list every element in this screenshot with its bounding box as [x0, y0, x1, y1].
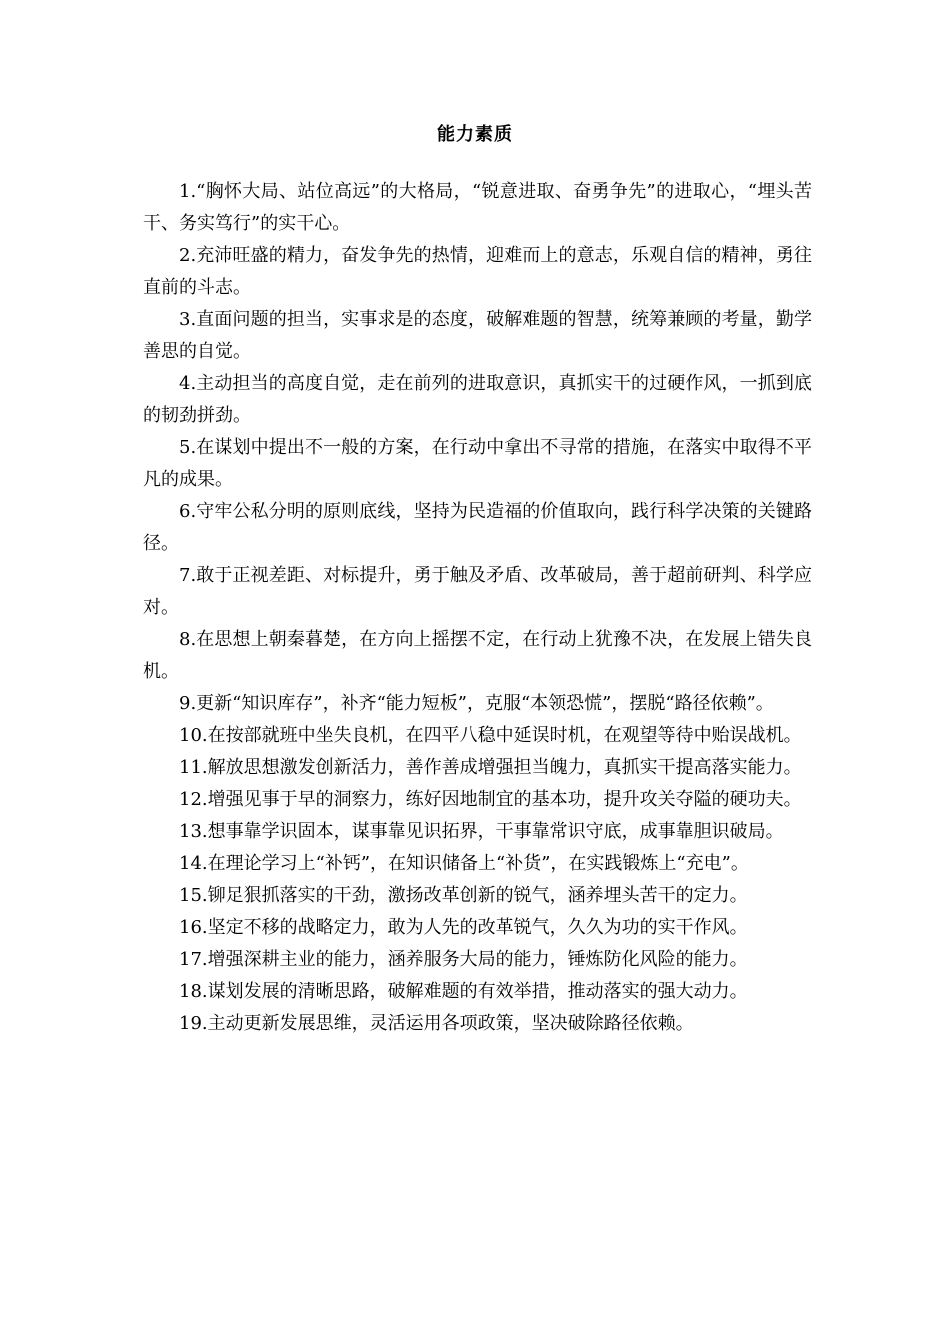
list-item: 13.想事靠学识固本，谋事靠见识拓界，干事靠常识守底，成事靠胆识破局。 [179, 821, 784, 842]
list-item: 17.增强深耕主业的能力，涵养服务大局的能力，锤炼防化风险的能力。 [179, 949, 748, 970]
list-item: 1.“胸怀大局、站位高远”的大格局，“锐意进取、奋勇争先”的进取心，“埋头苦干、务实笃行”的实干心。 [143, 181, 812, 234]
list-item: 18.谋划发展的清晰思路，破解难题的有效举措，推动落实的强大动力。 [179, 981, 748, 1002]
document-title: 能力素质 [437, 124, 513, 145]
list-item: 6.守牢公私分明的原则底线，坚持为民造福的价值取向，践行科学决策的关键路径。 [143, 501, 812, 554]
list-item: 12.增强见事于早的洞察力，练好因地制宜的基本功，提升攻关夺隘的硬功夫。 [179, 789, 802, 810]
list-item: 19.主动更新发展思维，灵活运用各项政策，坚决破除路径依赖。 [179, 1013, 694, 1034]
list-item: 14.在理论学习上“补钙”，在知识储备上“补货”，在实践锻炼上“充电”。 [179, 853, 749, 874]
list-item: 10.在按部就班中坐失良机，在四平八稳中延误时机，在观望等待中贻误战机。 [179, 725, 802, 746]
list-item: 11.解放思想激发创新活力，善作善成增强担当魄力，真抓实干提高落实能力。 [179, 757, 802, 778]
list-item: 9.更新“知识库存”，补齐“能力短板”，克服“本领恐慌”，摆脱“路径依赖”。 [179, 693, 774, 714]
list-item: 16.坚定不移的战略定力，敢为人先的改革锐气，久久为功的实干作风。 [179, 917, 748, 938]
list-item: 7.敢于正视差距、对标提升，勇于触及矛盾、改革破局，善于超前研判、科学应对。 [143, 565, 812, 618]
list-item: 15.铆足狠抓落实的干劲，激扬改革创新的锐气，涵养埋头苦干的定力。 [179, 885, 748, 906]
list-item: 8.在思想上朝秦暮楚，在方向上摇摆不定，在行动上犹豫不决，在发展上错失良机。 [143, 629, 812, 682]
list-item: 5.在谋划中提出不一般的方案，在行动中拿出不寻常的措施，在落实中取得不平凡的成果。 [143, 437, 812, 490]
list-item: 4.主动担当的高度自觉，走在前列的进取意识，真抓实干的过硬作风，一抓到底的韧劲拼劲。 [143, 373, 812, 426]
list-item: 3.直面问题的担当，实事求是的态度，破解难题的智慧，统筹兼顾的考量，勤学善思的自觉。 [143, 309, 812, 362]
list-item: 2.充沛旺盛的精力，奋发争先的热情，迎难而上的意志，乐观自信的精神，勇往直前的斗志。 [143, 245, 812, 298]
document-body [143, 176, 812, 1040]
